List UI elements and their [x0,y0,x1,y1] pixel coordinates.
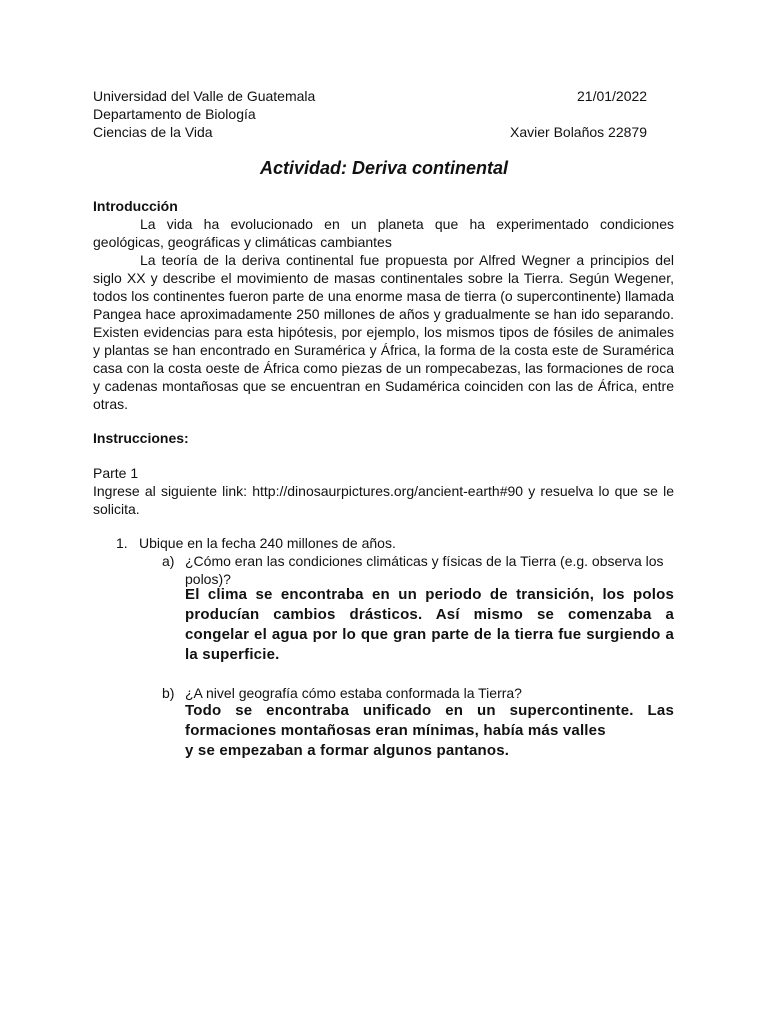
university-name: Universidad del Valle de Guatemala [93,88,316,104]
answer-b-line-1: Todo se encontraba unificado en un supercontinente. Las [185,702,674,719]
question-1-number: 1. [116,535,128,551]
instructions-text: Ingrese al siguiente link: http://dinosaurpictures.org/ancient-earth#90 y resuelva lo que se le solicita. [93,483,674,517]
question-b-text: ¿A nivel geografía cómo estaba conformada la Tierra? [185,685,522,701]
document-date: 21/01/2022 [577,88,648,104]
intro-paragraph-1: La vida ha evolucionado en un planeta que ha experimentado condiciones geológicas, geográficas y climáticas cambiantes [93,216,674,250]
student-name: Xavier Bolaños 22879 [510,124,647,140]
question-a-label: a) [162,553,175,569]
instructions-heading: Instrucciones: [93,430,189,446]
question-1-text: Ubique en la fecha 240 millones de años. [139,535,396,551]
question-a-text-line-2: polos)? [185,571,231,587]
answer-a: El clima se encontraba en un periodo de transición, los polos producían cambios drásticos. Así mismo se comenzaba a congelar el agua por lo que gran parte de la tierra fue surgiendo a la superficie. [185,586,674,663]
answer-b-line-3: y se empezaban a formar algunos pantanos. [185,742,510,759]
department-name: Departamento de Biología [93,106,256,122]
question-a-text-line-1: ¿Cómo eran las condiciones climáticas y físicas de la Tierra (e.g. observa los [185,553,664,569]
course-name: Ciencias de la Vida [93,124,213,140]
intro-heading: Introducción [93,198,178,214]
part-label: Parte 1 [93,465,139,481]
intro-paragraph-2: La teoría de la deriva continental fue propuesta por Alfred Wegner a principios del siglo XX y describe el movimiento de masas continentales sobre la Tierra. Según Wegener, todos los continentes fueron parte de una enorme masa de tierra (o supercontinente) llamada Pangea hace aproximadamente 250 millones de años y gradualmente se han ido separando. Existen evidencias para esta hipótesis, por ejemplo, los mismos tipos de fósiles de animales y plantas se han encontrado en Suramérica y África, la forma de la costa este de Suramérica casa con la costa oeste de África como piezas de un rompecabezas, las formaciones de roca y cadenas montañosas que se encuentran en Sudamérica coinciden con las de África, entre otras. [93,252,674,412]
page-title: Actividad: Deriva continental [259,158,509,178]
answer-b-line-2: formaciones montañosas eran mínimas, había más valles [185,722,606,739]
question-b-label: b) [162,685,175,701]
